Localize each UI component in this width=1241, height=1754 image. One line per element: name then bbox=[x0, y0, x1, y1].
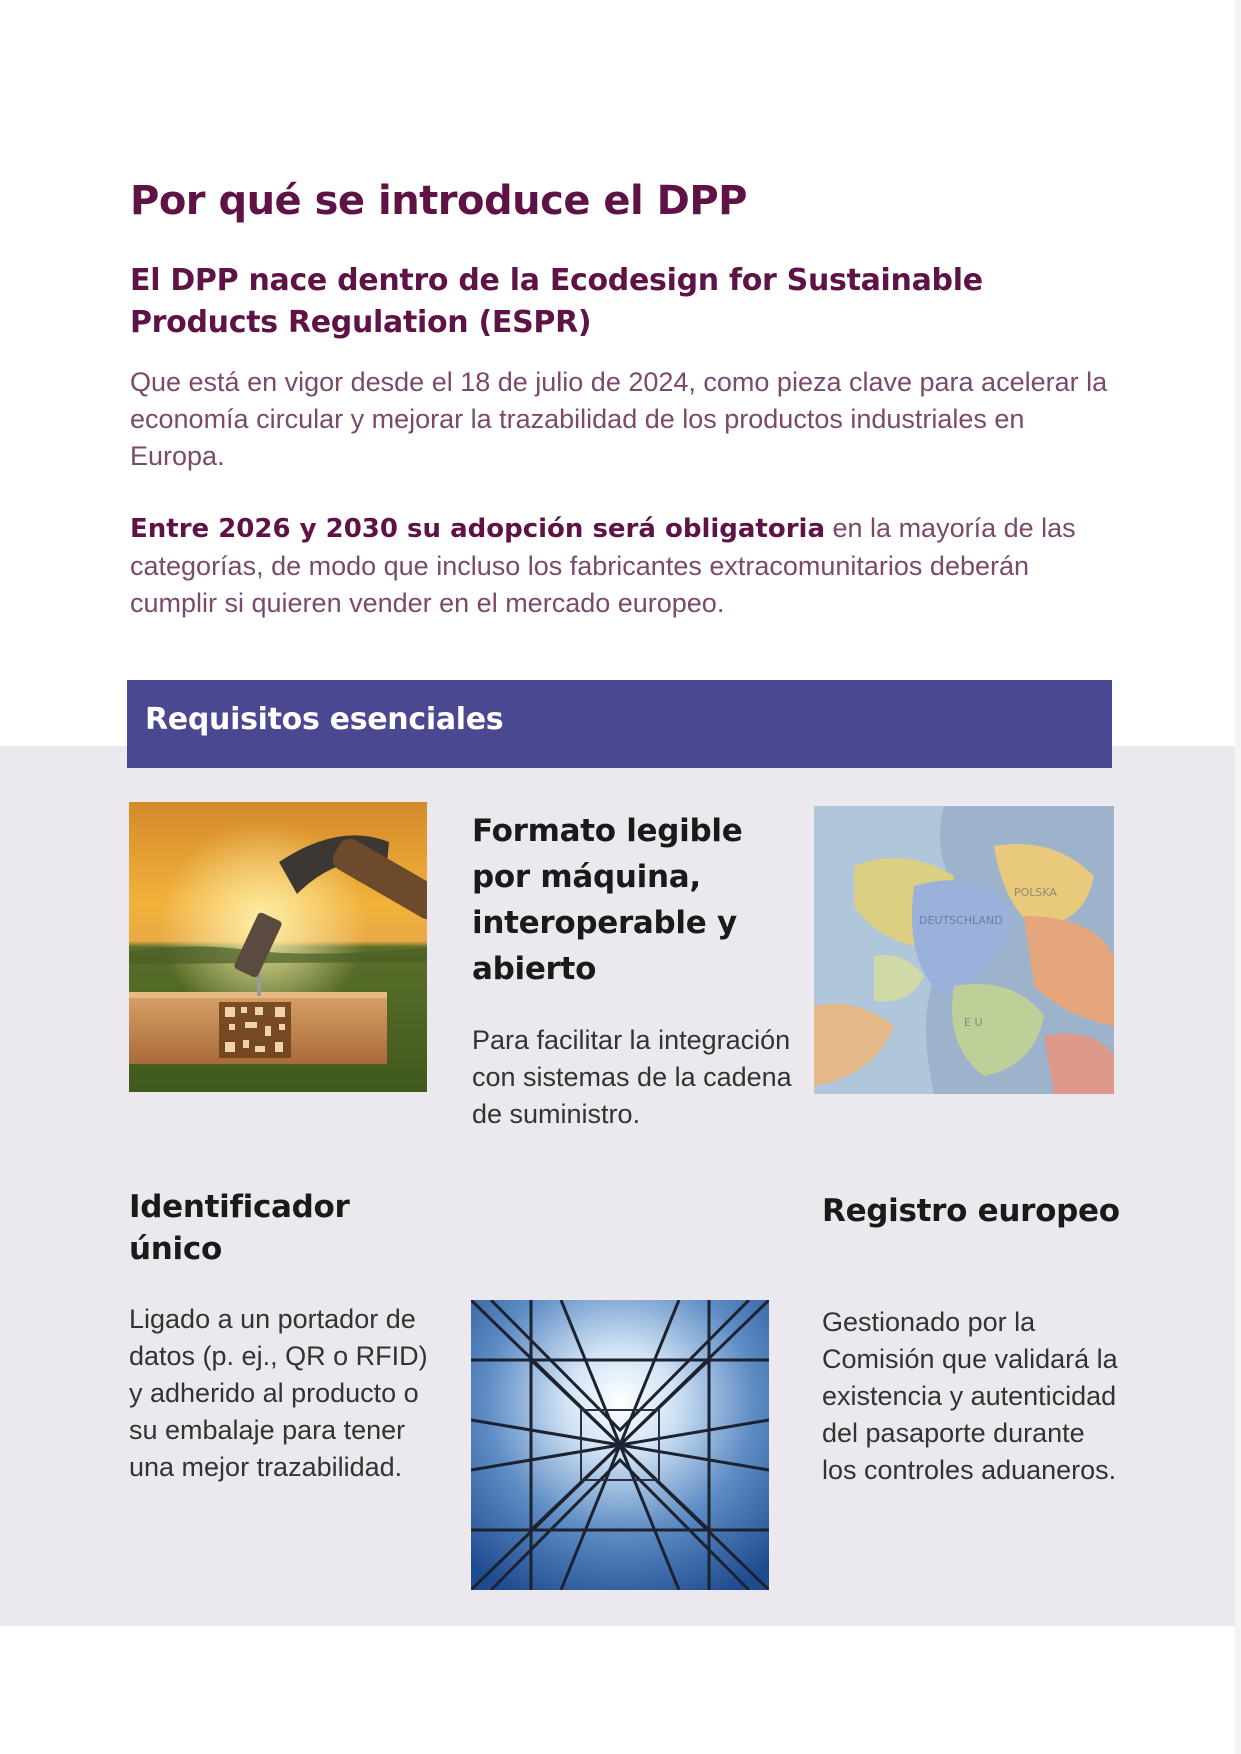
requirements-banner-title: Requisitos esenciales bbox=[145, 702, 504, 737]
europe-map-photo bbox=[814, 806, 1114, 1094]
requirements-banner bbox=[127, 680, 1112, 768]
requirement-text-formato: Para facilitar la integración con sistemas de la cadena de suministro. bbox=[472, 1025, 792, 1129]
requirement-heading-identificador: Identificador único bbox=[129, 1189, 350, 1267]
requirement-heading-formato: Formato legible por máquina, interoperable y abierto bbox=[472, 813, 743, 987]
intro-paragraph: Que está en vigor desde el 18 de julio de 2024, como pieza clave para acelerar la economía circular y mejorar la trazabilidad de los productos industriales en Europa. bbox=[130, 367, 1108, 471]
requirement-text-identificador: Ligado a un portador de datos (p. ej., QR o RFID) y adherido al producto o su embalaje para tener una mejor trazabilidad. bbox=[129, 1304, 428, 1482]
svg-text:E U: E U bbox=[964, 1016, 983, 1029]
requirement-text-registro: Gestionado por la Comisión que validará la existencia y autenticidad del pasaporte durante los controles aduaneros. bbox=[822, 1307, 1118, 1485]
obligation-bold: Entre 2026 y 2030 su adopción será obligatoria bbox=[130, 514, 826, 544]
page-title: Por qué se introduce el DPP bbox=[130, 178, 747, 224]
svg-text:DEUTSCHLAND: DEUTSCHLAND bbox=[919, 914, 1003, 927]
hammer-qr-photo bbox=[129, 802, 427, 1092]
obligation-paragraph bbox=[130, 510, 1120, 622]
obligation-rest: en la mayoría de las categorías, de modo que incluso los fabricantes extracomunitarios deberán cumplir si quieren vender en el mercado europeo. bbox=[130, 513, 1076, 618]
svg-text:POLSKA: POLSKA bbox=[1014, 886, 1057, 899]
requirement-heading-registro: Registro europeo bbox=[822, 1193, 1120, 1229]
page-edge bbox=[1235, 0, 1241, 1754]
power-tower-photo bbox=[471, 1300, 769, 1590]
section-subtitle: El DPP nace dentro de la Ecodesign for Sustainable Products Regulation (ESPR) bbox=[130, 263, 983, 340]
